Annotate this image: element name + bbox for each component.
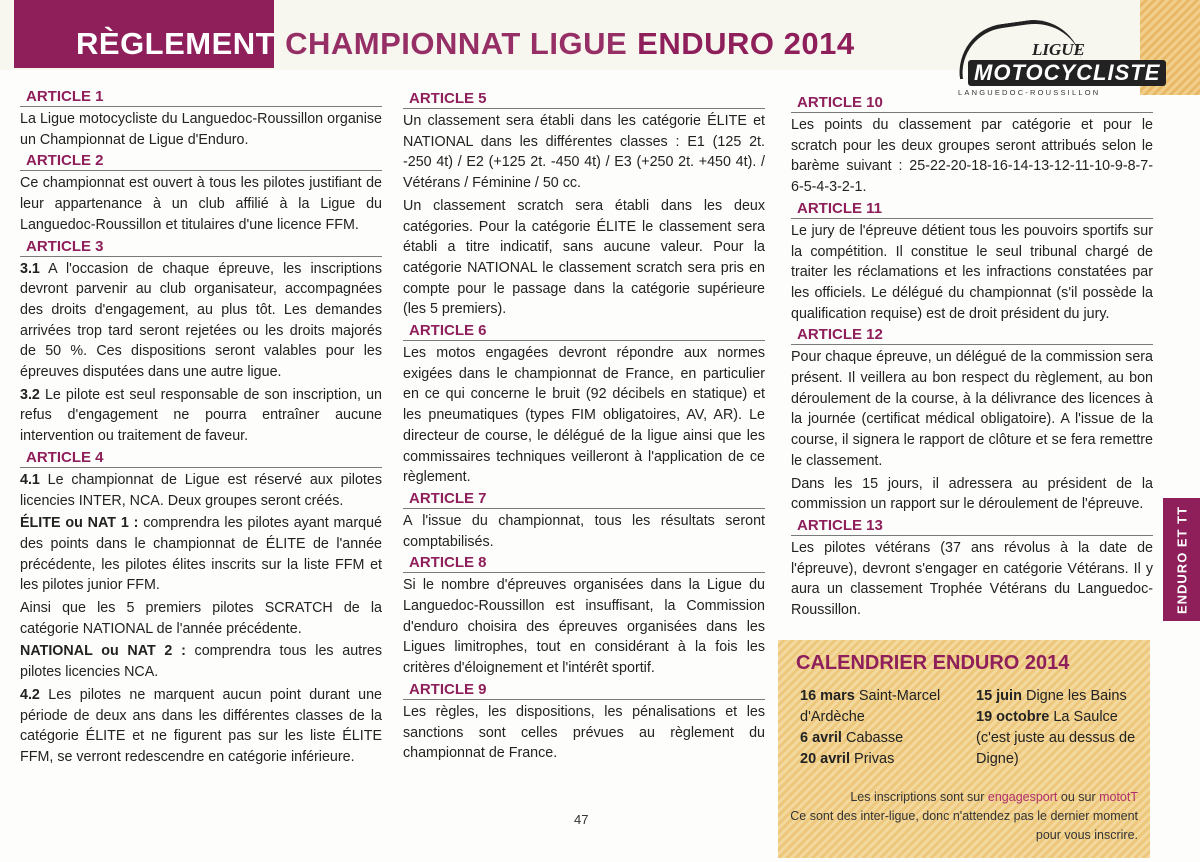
event-date: 16 mars	[800, 688, 855, 704]
paragraph-text: Un classement scratch sera établi dans les deux catégories. Pour la catégorie ÉLITE le classement sera établi a titre indicatif, sans aucune valeur. Pour la catégorie NATIONAL le classement scratch sera pris en compte pour le passage dans la catégorie supérieure (les 5 premiers).	[403, 197, 765, 318]
paragraph-lead: 3.2	[20, 386, 40, 403]
article-paragraph	[791, 221, 1153, 325]
article-paragraph	[403, 511, 765, 552]
article-heading: ARTICLE 10	[791, 94, 1153, 113]
article-heading: ARTICLE 5	[403, 90, 765, 109]
paragraph-text: comprendra les pilotes ayant marqué des points dans le championnat de ÉLITE de l'année précédente, les pilotes élites inscrits sur la liste FFM et les pilotes junior FFM.	[20, 515, 382, 594]
paragraph-text: Le pilote est seul responsable de son inscription, un refus d'engagement ne pourra entraîner aucune intervention ou traitement de faveur.	[20, 386, 382, 445]
article-paragraph	[403, 702, 765, 764]
calendar-event	[976, 707, 1146, 770]
article-paragraph	[20, 385, 382, 447]
event-place: Privas	[850, 751, 895, 767]
event-date: 15 juin	[976, 688, 1022, 704]
event-date: 6 avril	[800, 730, 842, 746]
article-paragraph	[403, 575, 765, 679]
paragraph-text: Le jury de l'épreuve détient tous les pouvoirs sportifs sur la compétition. Il constitue le seul tribunal chargé de traiter les réclamations et les infractions constatées par les officiels. Le délégué du championnat (s'il possède la qualification requise) est de droit président du jury.	[791, 222, 1153, 322]
event-place: La Saulce (c'est juste au dessus de Digne)	[976, 709, 1136, 767]
article-heading: ARTICLE 6	[403, 322, 765, 341]
note-text-1: Les inscriptions sont sur	[850, 790, 988, 804]
article-heading: ARTICLE 7	[403, 490, 765, 509]
ligue-logo	[932, 22, 1161, 97]
article-paragraph	[403, 343, 765, 488]
article-heading: ARTICLE 4	[20, 449, 382, 468]
article-paragraph	[20, 259, 382, 383]
calendar-event	[800, 686, 980, 728]
note-text-3: Ce sont des inter-ligue, donc n'attendez pas le dernier moment pour vous inscrire.	[790, 809, 1138, 842]
paragraph-text: Dans les 15 jours, il adressera au président de la commission un rapport sur le déroulement de l'épreuve.	[791, 475, 1153, 513]
section-side-tab	[1163, 498, 1200, 621]
calendar-right-list	[976, 686, 1146, 770]
calendar-event	[800, 749, 980, 770]
calendar-event	[800, 728, 980, 749]
page-title	[76, 26, 855, 70]
title-enduro: ENDURO 2014	[637, 26, 855, 61]
article-heading: ARTICLE 3	[20, 238, 382, 257]
paragraph-text: comprendra tous les autres pilotes licencies NCA.	[20, 643, 382, 681]
paragraph-text: Ce championnat est ouvert à tous les pilotes justifiant de leur appartenance à un club affilié à la Ligue du Languedoc-Roussillon et titulaires d'une licence FFM.	[20, 175, 382, 233]
column-3	[791, 92, 1153, 623]
paragraph-lead: ÉLITE ou NAT 1 :	[20, 515, 139, 532]
logo-ligue-text: LIGUE	[1032, 40, 1085, 59]
event-place: Cabasse	[841, 730, 904, 746]
paragraph-text: Pour chaque épreuve, un délégué de la commission sera présent. Il veillera au bon respect du règlement, au bon déroulement de la course, à la délivrance des licences à la journée (certificat médical obligatoire). A l'issue de la course, il signera le rapport de clôture et se fera remettre le classement.	[791, 349, 1153, 469]
paragraph-text: Le championnat de Ligue est réservé aux pilotes licencies INTER, NCA. Deux groupes seront créés.	[20, 471, 382, 509]
paragraph-text: Si le nombre d'épreuves organisées dans la Ligue du Languedoc-Roussillon est insuffisant, la Commission d'enduro choisira des épreuves organisées dans les Ligues limitrophes, tout en considérant à la fois les critères d'éloignement et l'intérêt sportif.	[403, 577, 765, 677]
logo-region-text: LANGUEDOC-ROUSSILLON	[958, 88, 1101, 97]
article-paragraph	[791, 474, 1153, 515]
paragraph-text: A l'occasion de chaque épreuve, les inscriptions devront parvenir au club organisateur, accompagnées des droits d'engagement, au plus tôt. Les demandes arrivées trop tard seront rejetées ou les droits majorés de 50 %. Ces dispositions seront valables pour les épreuves disputées dans une autre ligue.	[20, 260, 382, 381]
paragraph-lead: NATIONAL ou NAT 2 :	[20, 643, 186, 660]
paragraph-text: Un classement sera établi dans les catégorie ÉLITE et NATIONAL dans les différentes classes : E1 (125 2t. -250 4t) / E2 (+125 2t. -450 4t) / E3 (+250 2t. +450 4t). / Vétérans / Féminine / 50 cc.	[403, 113, 765, 192]
column-2	[403, 88, 765, 766]
article-heading: ARTICLE 12	[791, 326, 1153, 345]
article-paragraph	[20, 685, 382, 768]
article-paragraph	[20, 641, 382, 682]
paragraph-text: Les règles, les dispositions, les pénalisations et les sanctions sont celles prévues au règlement du championnat de France.	[403, 703, 765, 762]
paragraph-text: Les pilotes ne marquent aucun point durant une période de deux ans dans les différentes classes de la catégorie ÉLITE et ne figurent pas sur les liste ÉLITE FFM, se verront redescendre en catégorie inférieure.	[20, 686, 382, 765]
calendar-note	[788, 788, 1138, 845]
column-1	[20, 86, 382, 770]
event-place: Saint-Marcel d'Ardèche	[800, 688, 941, 725]
paragraph-text: Les points du classement par catégorie et pour le scratch pour les deux groupes seront attribués selon le barème suivant : 25-22-20-18-16-14-13-12-11-10-9-8-7-6-5-4-3-2-1.	[791, 117, 1153, 196]
engagesport-link[interactable]: engagesport	[987, 790, 1058, 804]
article-heading: ARTICLE 9	[403, 681, 765, 700]
article-paragraph	[791, 115, 1153, 198]
article-paragraph	[20, 598, 382, 639]
paragraph-text: Les motos engagées devront répondre aux normes exigées dans le championnat de France, en particulier en ce qui concerne le bruit (92 décibels en statique) et les pneumatiques (types FIM obligatoires, AV, AR). Le directeur de course, le délégué de la ligue ainsi que les commissaires techniques veilleront à l'application de ce règlement.	[403, 345, 765, 486]
event-date: 20 avril	[800, 751, 850, 767]
note-text-2: ou sur	[1057, 790, 1100, 804]
calendar-title: CALENDRIER ENDURO 2014	[796, 652, 1070, 674]
article-heading: ARTICLE 11	[791, 200, 1153, 219]
title-reglement: RÈGLEMENT	[76, 26, 276, 61]
paragraph-lead: 4.1	[20, 471, 40, 488]
logo-moto-text: MOTOCYCLISTE	[968, 60, 1166, 86]
paragraph-text: Les pilotes vétérans (37 ans révolus à la date de l'épreuve), devront s'engager en catégorie Vétérans. Il y aura un classement Trophée Vétérans du Languedoc-Roussillon.	[791, 539, 1153, 619]
calendar-box	[778, 640, 1150, 858]
event-date: 19 octobre	[976, 709, 1050, 725]
article-paragraph	[20, 173, 382, 235]
article-heading: ARTICLE 13	[791, 517, 1153, 536]
side-tab-label: ENDURO ET TT	[1174, 505, 1189, 614]
page-number: 47	[574, 812, 589, 827]
article-paragraph	[20, 513, 382, 596]
article-paragraph	[403, 111, 765, 194]
paragraph-text: Ainsi que les 5 premiers pilotes SCRATCH de la catégorie NATIONAL de l'année précédente.	[20, 600, 382, 637]
paragraph-text: La Ligue motocycliste du Languedoc-Roussillon organise un Championnat de Ligue d'Enduro.	[20, 111, 382, 148]
article-paragraph	[791, 347, 1153, 471]
calendar-left-list	[800, 686, 980, 770]
article-heading: ARTICLE 2	[20, 152, 382, 171]
article-heading: ARTICLE 8	[403, 554, 765, 573]
mototT-link[interactable]: mototT	[1099, 790, 1138, 804]
article-paragraph	[403, 196, 765, 320]
paragraph-text: A l'issue du championnat, tous les résultats seront comptabilisés.	[403, 512, 765, 550]
calendar-event	[976, 686, 1146, 707]
article-paragraph	[791, 538, 1153, 621]
article-paragraph	[20, 470, 382, 511]
article-heading: ARTICLE 1	[20, 88, 382, 107]
paragraph-lead: 4.2	[20, 686, 40, 703]
paragraph-lead: 3.1	[20, 260, 40, 277]
event-place: Digne les Bains	[1021, 688, 1127, 704]
title-championnat: CHAMPIONNAT LIGUE	[285, 26, 628, 61]
article-paragraph	[20, 109, 382, 150]
